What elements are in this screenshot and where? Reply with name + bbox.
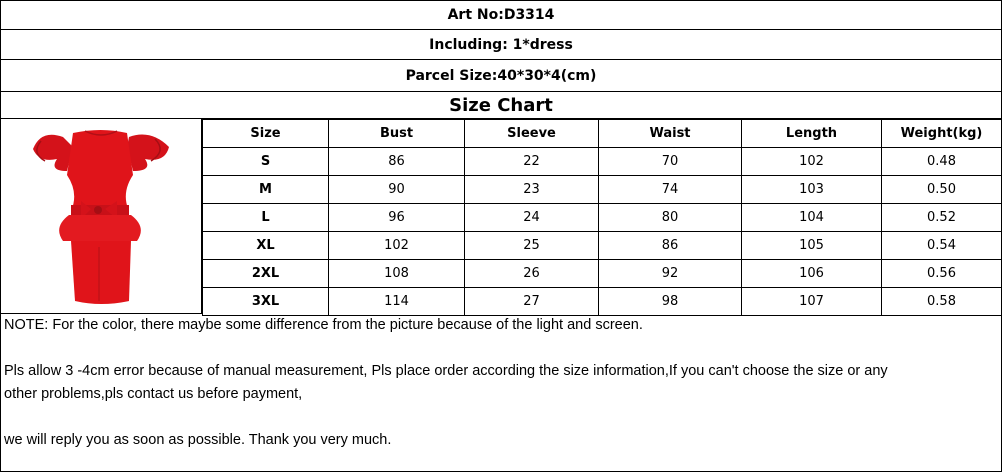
notes-section: [1, 314, 1001, 452]
column-header: Waist: [599, 120, 742, 148]
length-cell: 107: [742, 288, 882, 316]
sleeve-cell: 24: [465, 204, 599, 232]
bust-cell: 86: [329, 148, 465, 176]
length-cell: 104: [742, 204, 882, 232]
table-row: [203, 260, 1002, 288]
waist-cell: 86: [599, 232, 742, 260]
note-color: NOTE: For the color, there maybe some difference from the picture because of the light and screen.: [4, 317, 643, 333]
column-header: Size: [203, 120, 329, 148]
parcel-size-row: [1, 60, 1001, 92]
size-cell: M: [203, 176, 329, 204]
parcel-size: Parcel Size:40*30*4(cm): [405, 67, 597, 84]
weight-cell: 0.48: [882, 148, 1002, 176]
table-row: [203, 288, 1002, 316]
chart-title: Size Chart: [449, 94, 553, 116]
size-cell: L: [203, 204, 329, 232]
note-contact: other problems,pls contact us before payment,: [4, 386, 303, 402]
bust-cell: 108: [329, 260, 465, 288]
sleeve-cell: 27: [465, 288, 599, 316]
note-reply: we will reply you as soon as possible. Thank you very much.: [4, 432, 392, 448]
table-row: [203, 204, 1002, 232]
weight-cell: 0.52: [882, 204, 1002, 232]
bust-cell: 114: [329, 288, 465, 316]
including-row: [1, 30, 1001, 60]
weight-cell: 0.54: [882, 232, 1002, 260]
art-number-row: [1, 1, 1001, 30]
note-measurement: Pls allow 3 -4cm error because of manual measurement, Pls place order according the size information,If you can't choose the size or any: [4, 363, 888, 379]
waist-cell: 92: [599, 260, 742, 288]
sleeve-cell: 25: [465, 232, 599, 260]
bust-cell: 102: [329, 232, 465, 260]
waist-cell: 98: [599, 288, 742, 316]
column-header: Weight(kg): [882, 120, 1002, 148]
size-cell: S: [203, 148, 329, 176]
column-header: Sleeve: [465, 120, 599, 148]
length-cell: 105: [742, 232, 882, 260]
bust-cell: 90: [329, 176, 465, 204]
table-row: [203, 148, 1002, 176]
column-header: Bust: [329, 120, 465, 148]
length-cell: 103: [742, 176, 882, 204]
waist-cell: 80: [599, 204, 742, 232]
length-cell: 102: [742, 148, 882, 176]
table-row: [203, 176, 1002, 204]
table-row: [203, 232, 1002, 260]
including-text: Including: 1*dress: [429, 36, 573, 53]
size-cell: 3XL: [203, 288, 329, 316]
size-cell: XL: [203, 232, 329, 260]
waist-cell: 74: [599, 176, 742, 204]
sleeve-cell: 26: [465, 260, 599, 288]
sleeve-cell: 22: [465, 148, 599, 176]
chart-title-row: [1, 92, 1001, 119]
sleeve-cell: 23: [465, 176, 599, 204]
product-image-cell: [1, 119, 202, 314]
weight-cell: 0.58: [882, 288, 1002, 316]
bust-cell: 96: [329, 204, 465, 232]
art-number: Art No:D3314: [447, 7, 555, 23]
size-table: [202, 119, 1002, 316]
table-header-row: [203, 120, 1002, 148]
size-cell: 2XL: [203, 260, 329, 288]
weight-cell: 0.56: [882, 260, 1002, 288]
column-header: Length: [742, 120, 882, 148]
waist-cell: 70: [599, 148, 742, 176]
red-dress-image: [1, 119, 201, 313]
weight-cell: 0.50: [882, 176, 1002, 204]
length-cell: 106: [742, 260, 882, 288]
